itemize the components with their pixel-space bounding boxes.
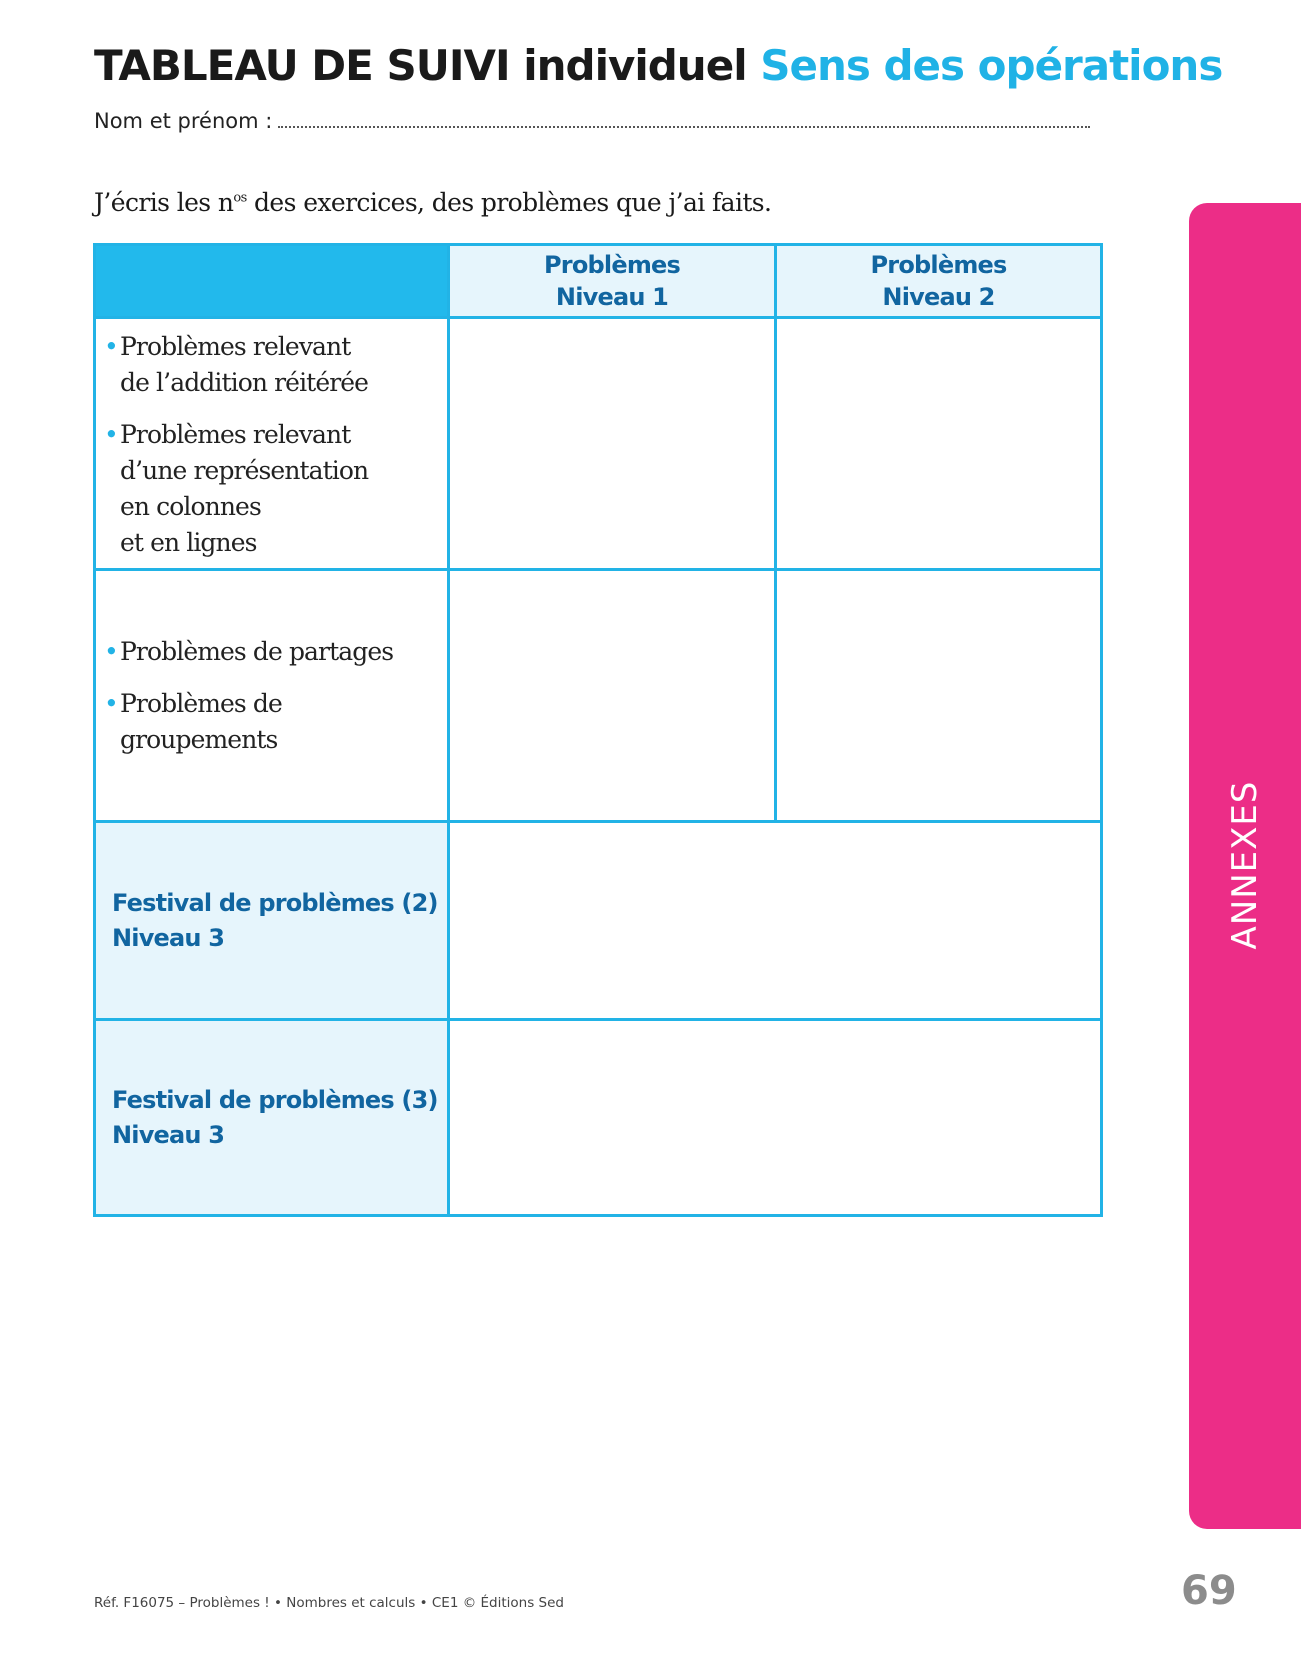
bullet-icon: •: [104, 688, 118, 718]
topic-item: [104, 686, 441, 758]
tracking-table: [93, 243, 1103, 1217]
topic-item: [104, 634, 441, 670]
page-number: 69: [1181, 1568, 1237, 1614]
header-niveau-2-line1: Problèmes: [870, 251, 1007, 279]
topic-line: et en lignes: [120, 528, 257, 557]
festival-label-2: [96, 823, 450, 1021]
topic-line: Problèmes de partages: [120, 636, 394, 666]
topic-cell-row-2: [96, 571, 450, 823]
title-main: TABLEAU DE SUIVI individuel: [94, 41, 747, 90]
topic-line: Problèmes relevant: [120, 420, 351, 449]
entry-cell-festival-3[interactable]: [450, 1021, 1100, 1214]
header-niveau-1-line2: Niveau 1: [555, 283, 669, 311]
entry-cell-row-1-niveau-2[interactable]: [777, 319, 1100, 571]
topic-line: d’une représentation: [120, 456, 369, 485]
entry-cell-row-2-niveau-2[interactable]: [777, 571, 1100, 823]
name-field[interactable]: [94, 108, 1090, 133]
topic-item: [104, 329, 441, 401]
header-corner: [96, 246, 450, 319]
topic-item: [104, 417, 441, 561]
name-field-label: Nom et prénom :: [94, 109, 273, 133]
topic-line: en colonnes: [120, 492, 261, 521]
entry-cell-row-1-niveau-1[interactable]: [450, 319, 777, 571]
footer-reference: Réf. F16075 – Problèmes ! • Nombres et calculs • CE1 © Éditions Sed: [94, 1595, 564, 1611]
header-niveau-2-line2: Niveau 2: [882, 283, 995, 311]
festival-2-line2: Niveau 3: [112, 923, 225, 952]
instruction-sup: os: [233, 190, 247, 206]
entry-cell-festival-2[interactable]: [450, 823, 1100, 1021]
header-niveau-1: [450, 246, 777, 319]
festival-3-line2: Niveau 3: [112, 1120, 225, 1149]
annexes-side-tab: [1189, 203, 1301, 1529]
festival-2-line1: Festival de problèmes (2): [112, 888, 438, 917]
topic-line: Problèmes de groupements: [120, 688, 282, 754]
header-niveau-2: [777, 246, 1100, 319]
header-niveau-1-line1: Problèmes: [544, 251, 680, 279]
bullet-icon: •: [104, 332, 118, 361]
bullet-icon: •: [104, 636, 118, 666]
festival-3-line1: Festival de problèmes (3): [112, 1085, 438, 1114]
topic-cell-row-1: [96, 319, 450, 571]
instruction-after: des exercices, des problèmes que j’ai faits.: [246, 188, 772, 217]
topic-line: Problèmes relevant: [120, 332, 351, 361]
instruction-text: [94, 188, 771, 217]
festival-label-3: [96, 1021, 450, 1214]
entry-cell-row-2-niveau-1[interactable]: [450, 571, 777, 823]
page-title: [94, 38, 1222, 94]
bullet-icon: •: [104, 420, 118, 449]
topic-line: de l’addition réitérée: [120, 368, 369, 397]
instruction-before: J’écris les n: [94, 188, 234, 217]
title-accent: Sens des opérations: [760, 41, 1223, 90]
name-dotted-line: [278, 108, 1090, 128]
annexes-label: ANNEXES: [1225, 780, 1265, 950]
